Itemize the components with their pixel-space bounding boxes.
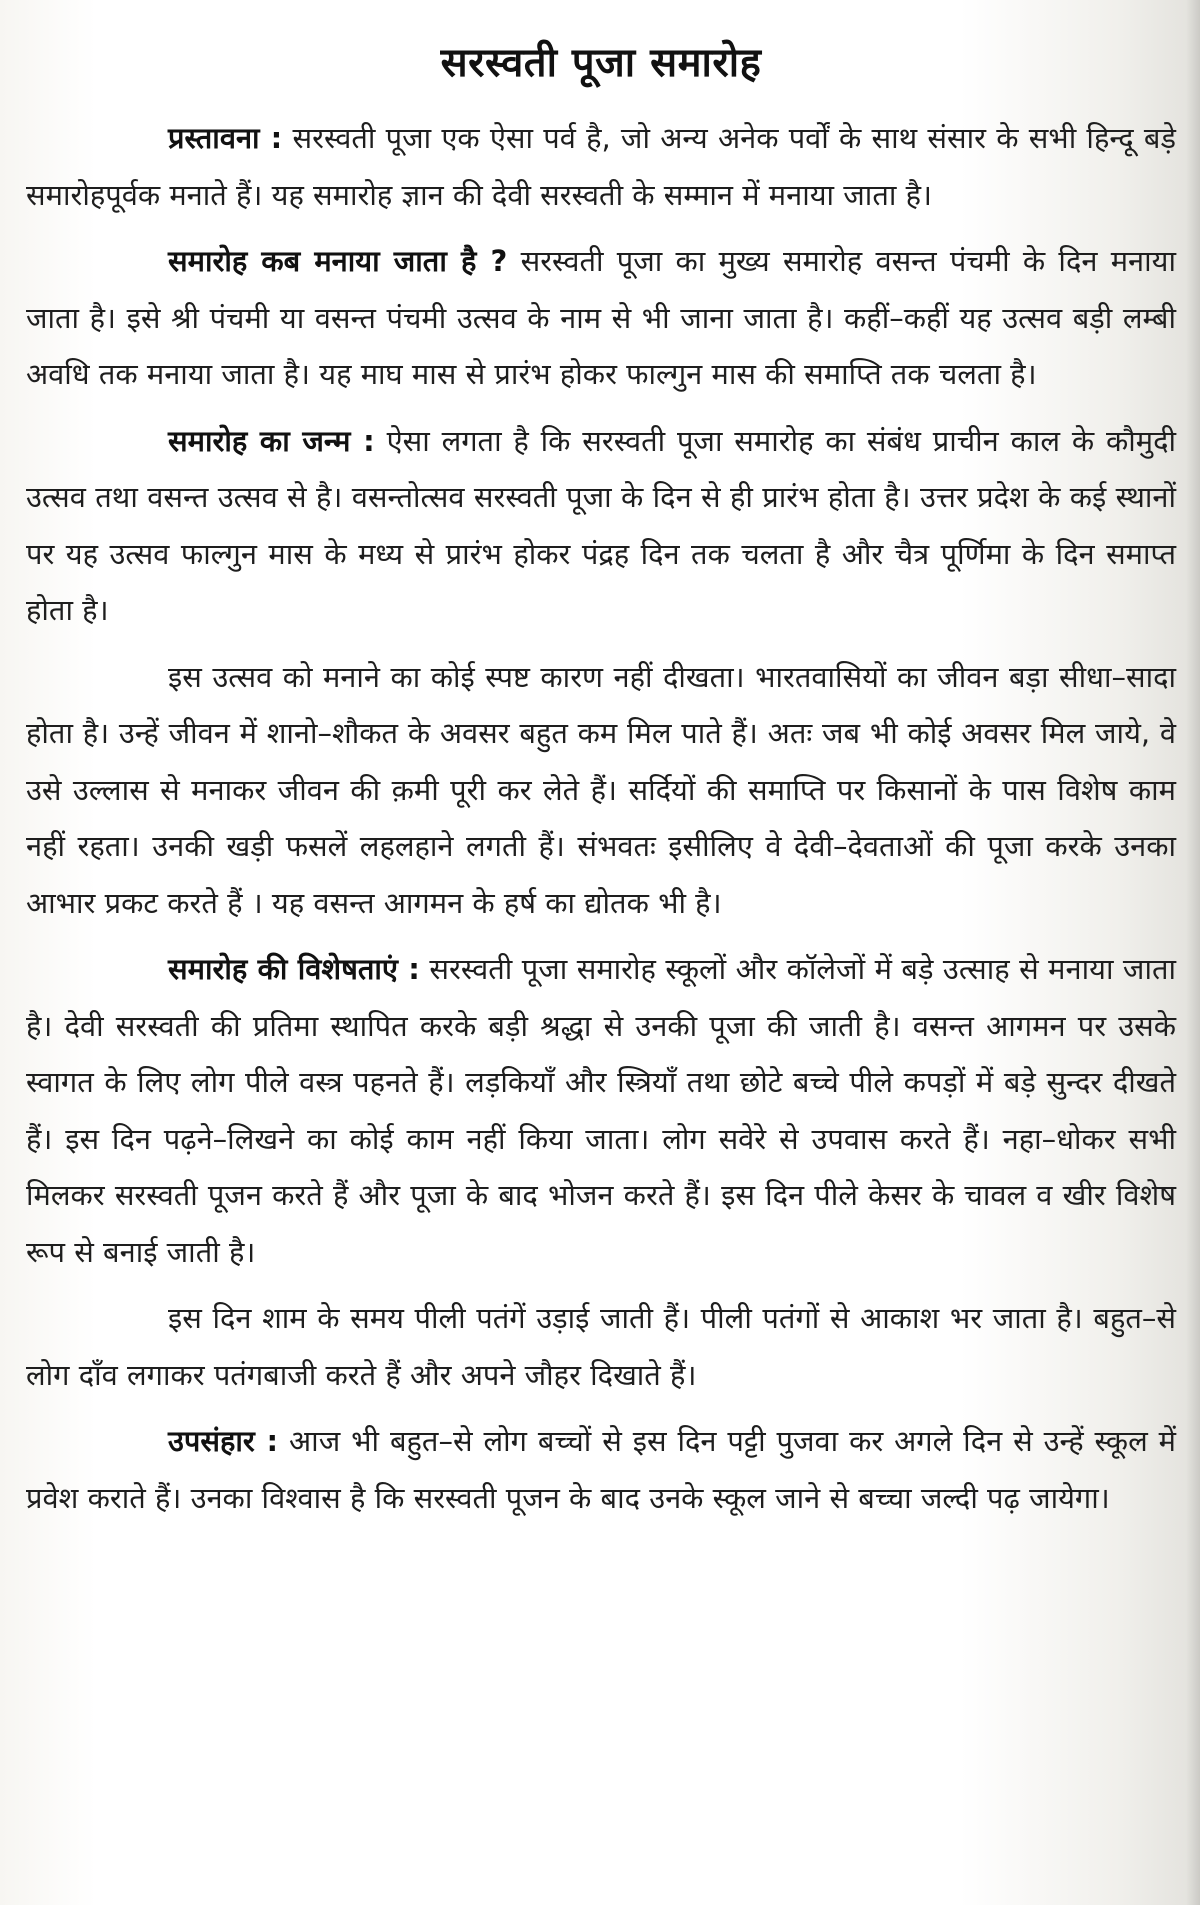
paragraph-text: सरस्वती पूजा एक ऐसा पर्व है, जो अन्य अनेक पर्वों के साथ संसार के सभी हिन्दू बड़े समारोहपूर्वक मनाते हैं। यह समारोह ज्ञान की देवी सरस्वती के सम्मान में मनाया जाता है। — [26, 121, 1177, 212]
paragraph-text: सरस्वती पूजा का मुख्य समारोह वसन्त पंचमी के दिन मनाया जाता है। इसे श्री पंचमी या वसन्त पंचमी उत्सव के नाम से भी जाना जाता है। कहीं–कहीं यह उत्सव बड़ी लम्बी अवधि तक मनाया जाता है। यह माघ मास से प्रारंभ होकर फाल्गुन मास की समाप्ति तक चलता है। — [26, 244, 1176, 391]
paragraph-heading: उपसंहार : — [168, 1424, 279, 1458]
paragraph-text: ऐसा लगता है कि सरस्वती पूजा समारोह का संबंध प्राचीन काल के कौमुदी उत्सव तथा वसन्त उत्सव से है। वसन्तोत्सव सरस्वती पूजा के दिन से ही प्रारंभ होता है। उत्तर प्रदेश के कई स्थानों पर यह उत्सव फाल्गुन मास के मध्य से प्रारंभ होकर पंद्रह दिन तक चलता है और चैत्र पूर्णिमा के दिन समाप्त होता है। — [26, 423, 1176, 627]
paragraph-text: इस उत्सव को मनाने का कोई स्पष्ट कारण नहीं दीखता। भारतवासियों का जीवन बड़ा सीधा–सादा होता है। उन्हें जीवन में शानो–शौकत के अवसर बहुत कम मिल पाते हैं। अतः जब भी कोई अवसर मिल जाये, वे उसे उल्लास से मनाकर जीवन की क़मी पूरी कर लेते हैं। सर्दियों की समाप्ति पर किसानों के पास विशेष काम नहीं रहता। उनकी खड़ी फसलें लहलहाने लगती हैं। संभवतः इसीलिए वे देवी–देवताओं की पूजा करके उनका आभार प्रकट करते हैं । यह वसन्त आगमन के हर्ष का द्योतक भी है। — [26, 659, 1176, 920]
paragraph-conclusion — [26, 1413, 1176, 1526]
paragraph-heading: समारोह का जन्म : — [168, 423, 375, 458]
paragraph-text: आज भी बहुत–से लोग बच्चों से इस दिन पट्टी पुजवा कर अगले दिन से उन्हें स्कूल में प्रवेश कराते हैं। उनका विश्वास है कि सरस्वती पूजन के बाद उनके स्कूल जाने से बच्चा जल्दी पढ़ जायेगा। — [26, 1424, 1176, 1515]
paragraph-heading: प्रस्तावना : — [168, 121, 283, 155]
paragraph-text: सरस्वती पूजा समारोह स्कूलों और कॉलेजों में बड़े उत्साह से मनाया जाता है। देवी सरस्वती की प्रतिमा स्थापित करके बड़ी श्रद्धा से उनकी पूजा की जाती है। वसन्त आगमन पर उसके स्वागत के लिए लोग पीले वस्त्र पहनते हैं। लड़कियाँ और स्त्रियाँ तथा छोटे बच्चे पीले कपड़ों में बड़े सुन्दर दीखते हैं। इस दिन पढ़ने–लिखने का कोई काम नहीं किया जाता। लोग सवेरे से उपवास करते हैं। नहा–धोकर सभी मिलकर सरस्वती पूजन करते हैं और पूजा के बाद भोजन करते हैं। इस दिन पीले केसर के चावल व खीर विशेष रूप से बनाई जाती है। — [26, 952, 1177, 1269]
page-title: सरस्वती पूजा समारोह — [440, 40, 762, 86]
paragraph-heading: समारोह की विशेषताएं : — [168, 952, 420, 986]
paragraph-kites — [26, 1290, 1176, 1403]
paragraph-features — [26, 941, 1176, 1280]
paragraph-introduction — [26, 110, 1176, 223]
paragraph-when-celebrated — [26, 233, 1176, 403]
paragraph-heading: समारोह कब मनाया जाता है ? — [168, 244, 508, 278]
paragraph-reason — [26, 649, 1176, 932]
paragraph-text: इस दिन शाम के समय पीली पतंगें उड़ाई जाती हैं। पीली पतंगों से आकाश भर जाता है। बहुत–से लोग दाँव लगाकर पतंगबाजी करते हैं और अपने जौहर दिखाते हैं। — [26, 1301, 1176, 1392]
paragraph-origin — [26, 413, 1176, 639]
